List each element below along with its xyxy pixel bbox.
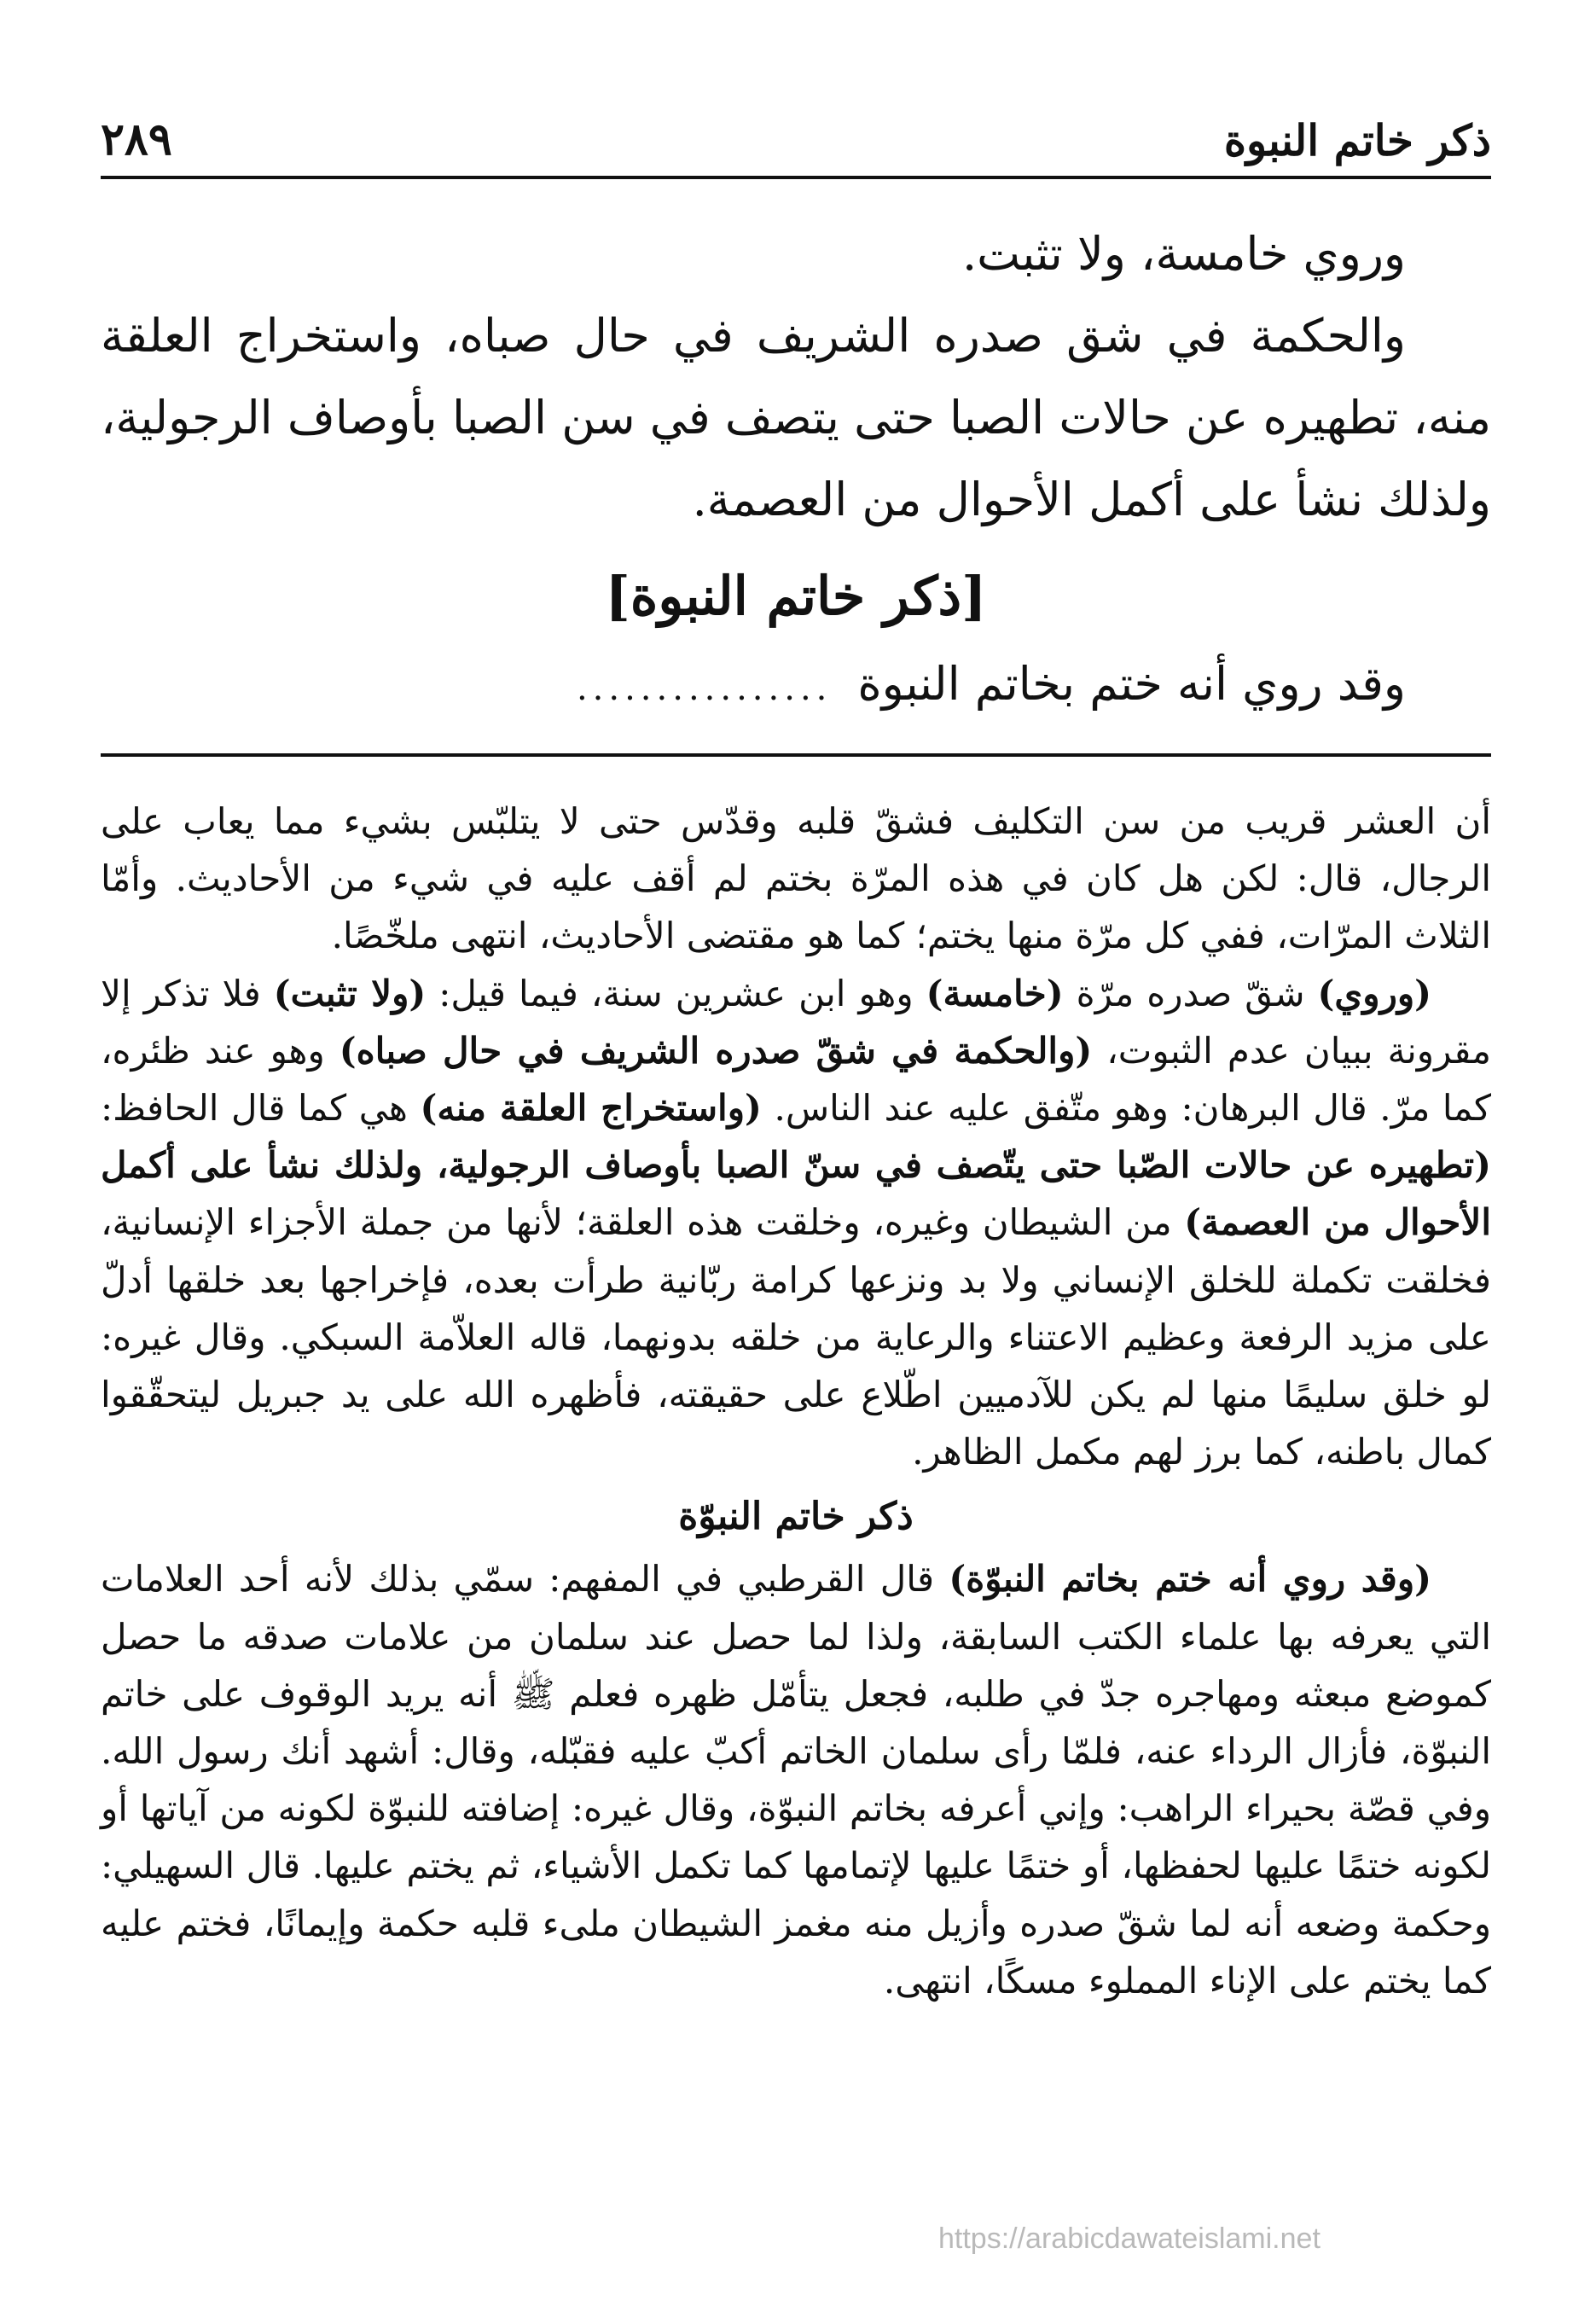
matn-section-heading: [ذكر خاتم النبوة]: [605, 565, 987, 627]
sharh-paragraph-3: [101, 1550, 1491, 2009]
matn-paragraph-1: وروي خامسة، ولا تثبت.: [962, 227, 1406, 281]
watermark-url: https://arabicdawateislami.net: [938, 2222, 1321, 2255]
matn-paragraph-2: والحكمة في شق صدره الشريف في حال صباه، واستخراج العلقة منه، تطهيره عن حالات الصبا حتى يتصف في سن الصبا بأوصاف الرجولية، ولذلك نشأ على أكمل الأحوال من العصمة.: [101, 309, 1491, 526]
quoted-matn: (ولا تثبت): [273, 972, 427, 1014]
quoted-matn: (والحكمة في شقّ صدره الشريف في حال صباه): [339, 1029, 1093, 1072]
commentary-text: هي كما قال الحافظ:: [101, 1087, 421, 1130]
quoted-matn: (تطهيره عن حالات الصّبا حتى يتّصف في سنّ الصبا بأوصاف الرجولية، ولذلك نشأ على أكمل الأحوال من العصمة): [101, 1144, 1492, 1244]
matn-text: [101, 213, 1491, 729]
commentary-text: قال القرطبي في المفهم: سمّي بذلك لأنه أحد العلامات التي يعرفه بها علماء الكتب السابقة، ولذا لما حصل عند سلمان من علامات صدقه ما حصل كموضع مبعثه ومهاجره جدّ في طلبه، فجعل يتأمّل ظهره فعلم ﷺ أنه يريد الوقوف على خاتم النبوّة، فأزال الرداء عنه، فلمّا رأى سلمان الخاتم أكبّ عليه فقبّله، وقال: أشهد أنك رسول الله. وفي قصّة بحيراء الراهب: وإني أعرفه بخاتم النبوّة، وقال غيره: إضافته للنبوّة لكونه من آياتها أو لكونه ختمًا عليها لحفظها، أو ختمًا عليها لإتمامها كما تكمل الأشياء، ثم يختم عليها. قال السهيلي: وحكمة وضعه أنه لما شقّ صدره وأزيل منه مغمز الشيطان ملىء قلبه حكمة وإيمانًا، فختم عليه كما يختم على الإناء المملوء مسكًا، انتهى.: [101, 1558, 1491, 2002]
header-rule: [101, 176, 1491, 179]
sharh-paragraph-1: أن العشر قريب من سن التكليف فشقّ قلبه وقدّس حتى لا يتلبّس بشيء مما يعاب على الرجال، قال: لكن هل كان في هذه المرّة بختم لم أقف عليه في شيء من الأحاديث. وأمّا الثلاث المرّات، ففي كل مرّة منها يختم؛ كما هو مقتضى الأحاديث، انتهى ملخّصًا.: [101, 800, 1492, 957]
commentary-text: شقّ صدره مرّة: [1063, 972, 1318, 1014]
sharh-section-heading: ذكر خاتم النبوّة: [678, 1495, 914, 1539]
sharh-text: [101, 793, 1491, 2009]
sharh-paragraph-2: [101, 965, 1491, 1481]
matn-paragraph-3-text: وقد روي أنه ختم بخاتم النبوة: [857, 657, 1406, 711]
quoted-matn: (وروي): [1317, 972, 1432, 1014]
commentary-text: وهو عند ظئره، كما مرّ. قال البرهان: وهو متّفق عليه عند الناس.: [101, 1029, 1491, 1130]
quoted-matn: (وقد روي أنه ختم بخاتم النبوّة): [949, 1558, 1431, 1601]
commentary-text: وهو ابن عشرين سنة، فيما قيل:: [426, 972, 926, 1014]
quoted-matn: (واستخراج العلقة منه): [420, 1087, 762, 1130]
matn-paragraph-3: [101, 643, 1491, 729]
running-title: ذكر خاتم النبوة: [1223, 115, 1491, 166]
commentary-text: من الشيطان وغيره، وخلقت هذه العلقة؛ لأنها من جملة الأجزاء الإنسانية، فخلقت تكملة للخلق الإنساني ولا بد ونزعها كرامة ربّانية طرأت بعده، فإخراجها بعد خلقها أدلّ على مزيد الرفعة وعظيم الاعتناء والرعاية من خلقه بدونهما، قاله العلاّمة السبكي. وقال غيره: لو خلق سليمًا منها لم يكن للآدميين اطّلاع على حقيقته، فأظهره الله على يد جبريل ليتحقّقوا كمال باطنه، كما برز لهم مكمل الظاهر.: [101, 1201, 1491, 1473]
book-page: [101, 94, 1491, 2009]
running-header: [101, 94, 1491, 166]
matn-continuation-dots: ................: [576, 669, 833, 708]
commentary-text: فلا تذكر إلا مقرونة ببيان عدم الثبوت،: [101, 972, 1491, 1072]
page-number: ٢٨٩: [101, 113, 172, 166]
quoted-matn: (خامسة): [926, 972, 1064, 1014]
section-rule: [101, 753, 1491, 757]
